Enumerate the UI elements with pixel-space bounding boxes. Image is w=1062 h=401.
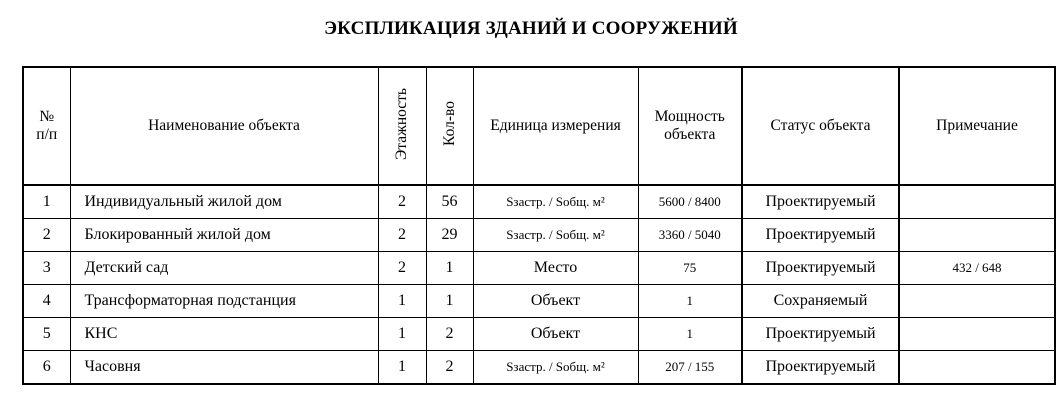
table-title: ЭКСПЛИКАЦИЯ ЗДАНИЙ И СООРУЖЕНИЙ [324,18,738,39]
cell-status: Проектируемый [742,219,899,252]
cell-status: Проектируемый [742,318,899,351]
cell-unit: Объект [473,318,638,351]
cell-num: 4 [23,285,70,318]
cell-unit: Объект [473,285,638,318]
cell-status: Проектируемый [742,185,899,219]
cell-count: 29 [426,219,473,252]
cell-note [899,351,1055,385]
cell-unit: Sзастр. / Sобщ. м² [473,185,638,219]
cell-capacity: 1 [638,285,742,318]
cell-count: 2 [426,351,473,385]
cell-status: Сохраняемый [742,285,899,318]
cell-floors: 1 [378,318,426,351]
cell-capacity: 207 / 155 [638,351,742,385]
cell-floors: 1 [378,285,426,318]
table-row [23,318,1055,351]
header-row [23,67,1055,185]
cell-capacity: 5600 / 8400 [638,185,742,219]
cell-note [899,219,1055,252]
header-num: № п/п [23,67,70,185]
cell-unit: Место [473,252,638,285]
header-status: Статус объекта [742,67,899,185]
cell-num: 1 [23,185,70,219]
header-unit: Единица измерения [473,67,638,185]
table-row [23,252,1055,285]
cell-unit: Sзастр. / Sобщ. м² [473,351,638,385]
cell-num: 6 [23,351,70,385]
table-row [23,219,1055,252]
cell-name: Блокированный жилой дом [70,219,378,252]
cell-floors: 2 [378,185,426,219]
cell-capacity: 1 [638,318,742,351]
header-note: Примечание [899,67,1055,185]
table-row [23,285,1055,318]
cell-num: 3 [23,252,70,285]
explication-table [22,66,1056,385]
cell-floors: 2 [378,252,426,285]
cell-name: Детский сад [70,252,378,285]
table-row [23,351,1055,385]
cell-status: Проектируемый [742,351,899,385]
cell-count: 2 [426,318,473,351]
cell-count: 56 [426,185,473,219]
header-name: Наименование объекта [70,67,378,185]
cell-capacity: 75 [638,252,742,285]
cell-name: Индивидуальный жилой дом [70,185,378,219]
cell-count: 1 [426,285,473,318]
header-capacity: Мощность объекта [638,67,742,185]
cell-floors: 1 [378,351,426,385]
cell-note: 432 / 648 [899,252,1055,285]
cell-num: 5 [23,318,70,351]
cell-count: 1 [426,252,473,285]
cell-name: Часовня [70,351,378,385]
table-row [23,185,1055,219]
cell-capacity: 3360 / 5040 [638,219,742,252]
cell-unit: Sзастр. / Sобщ. м² [473,219,638,252]
cell-num: 2 [23,219,70,252]
cell-note [899,285,1055,318]
cell-name: КНС [70,318,378,351]
cell-status: Проектируемый [742,252,899,285]
cell-note [899,318,1055,351]
header-count: Кол-во [426,67,473,185]
cell-floors: 2 [378,219,426,252]
header-floors: Этажность [378,67,426,185]
cell-name: Трансформаторная подстанция [70,285,378,318]
cell-note [899,185,1055,219]
